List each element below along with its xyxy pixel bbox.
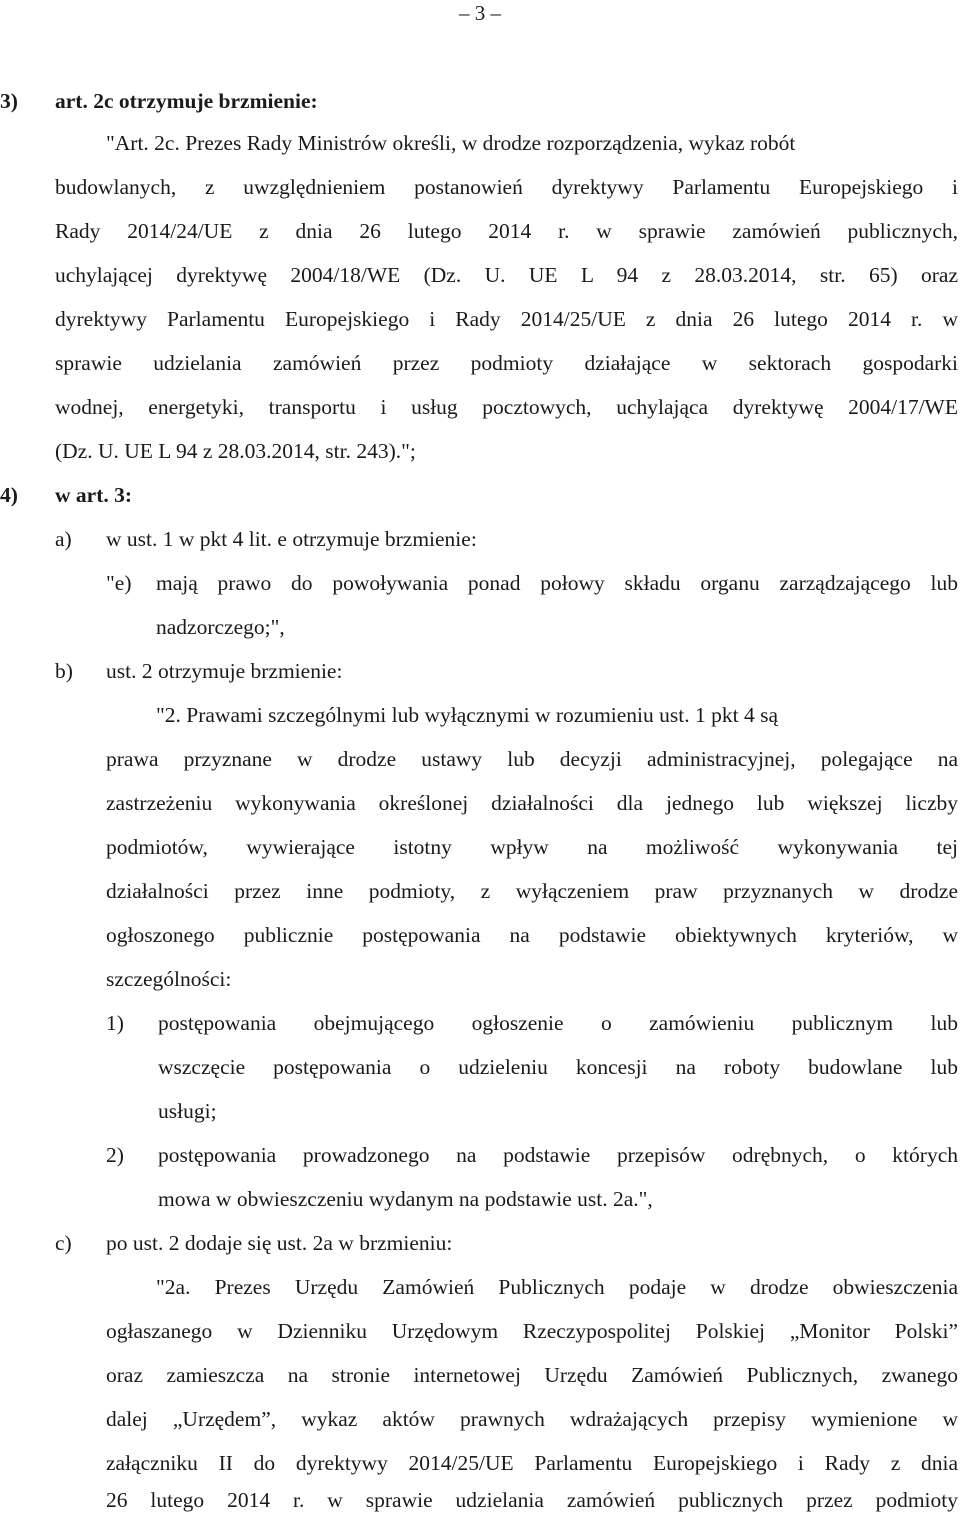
item-4b-line: podmiotów, wywierające istotny wpływ na możliwość wykonywania tej: [106, 835, 958, 859]
item-4a-line: nadzorczego;",: [156, 615, 285, 639]
item-4b-point-1-line: wszczęcie postępowania o udzieleniu koncesji na roboty budowlane lub: [158, 1055, 958, 1079]
item-4b-line: działalności przez inne podmioty, z wyłączeniem praw przyznanych w drodze: [106, 879, 958, 903]
item-4c-intro: po ust. 2 dodaje się ust. 2a w brzmieniu:: [106, 1231, 453, 1255]
item-4c-line: 26 lutego 2014 r. w sprawie udzielania zamówień publicznych przez podmioty: [106, 1488, 958, 1512]
item-4b-line: zastrzeżeniu wykonywania określonej działalności dla jednego lub większej liczby: [106, 791, 958, 815]
item-4-label: 4): [0, 483, 18, 507]
item-4c-line: ogłaszanego w Dzienniku Urzędowym Rzeczypospolitej Polskiej „Monitor Polski”: [106, 1319, 958, 1343]
item-4b-label: b): [55, 659, 73, 683]
item-4c-line: oraz zamieszcza na stronie internetowej Urzędu Zamówień Publicznych, zwanego: [106, 1363, 958, 1387]
item-4b-line: ogłoszonego publicznie postępowania na podstawie obiektywnych kryteriów, w: [106, 923, 958, 947]
item-3-line: uchylającej dyrektywę 2004/18/WE (Dz. U. UE L 94 z 28.03.2014, str. 65) oraz: [55, 263, 958, 287]
item-3-line: dyrektywy Parlamentu Europejskiego i Rady 2014/25/UE z dnia 26 lutego 2014 r. w: [55, 307, 958, 331]
item-4a-line: mają prawo do powoływania ponad połowy składu organu zarządzającego lub: [156, 571, 958, 595]
item-4b-point-2-line: postępowania prowadzonego na podstawie przepisów odrębnych, o których: [158, 1143, 958, 1167]
item-4c-line: "2a. Prezes Urzędu Zamówień Publicznych podaje w drodze obwieszczenia: [156, 1275, 958, 1299]
item-4a-label: a): [55, 527, 72, 551]
item-3-line: "Art. 2c. Prezes Rady Ministrów określi, w drodze rozporządzenia, wykaz robót: [106, 131, 796, 155]
item-3-line: Rady 2014/24/UE z dnia 26 lutego 2014 r. w sprawie zamówień publicznych,: [55, 219, 958, 243]
item-4a-intro: w ust. 1 w pkt 4 lit. e otrzymuje brzmienie:: [106, 527, 477, 551]
item-3-heading: art. 2c otrzymuje brzmienie:: [55, 89, 318, 113]
item-4-heading: w art. 3:: [55, 483, 133, 507]
item-3-line: budowlanych, z uwzględnieniem postanowień dyrektywy Parlamentu Europejskiego i: [55, 175, 958, 199]
item-4b-point-1-line: usługi;: [158, 1099, 217, 1123]
item-3-line: sprawie udzielania zamówień przez podmioty działające w sektorach gospodarki: [55, 351, 958, 375]
item-4c-label: c): [55, 1231, 72, 1255]
item-3-line: wodnej, energetyki, transportu i usług pocztowych, uchylająca dyrektywę 2004/17/WE: [55, 395, 958, 419]
item-4b-line: prawa przyznane w drodze ustawy lub decyzji administracyjnej, polegające na: [106, 747, 958, 771]
item-4b-point-1-label: 1): [106, 1011, 124, 1035]
item-4b-point-2-line: mowa w obwieszczeniu wydanym na podstawie ust. 2a.",: [158, 1187, 653, 1211]
item-3-label: 3): [0, 89, 18, 113]
item-4a-sub-label: "e): [106, 571, 132, 595]
item-4b-intro: ust. 2 otrzymuje brzmienie:: [106, 659, 343, 683]
item-4c-line: załączniku II do dyrektywy 2014/25/UE Parlamentu Europejskiego i Rady z dnia: [106, 1451, 958, 1475]
item-4c-line: dalej „Urzędem”, wykaz aktów prawnych wdrażających przepisy wymienione w: [106, 1407, 958, 1431]
item-4b-line: "2. Prawami szczególnymi lub wyłącznymi w rozumieniu ust. 1 pkt 4 są: [156, 703, 778, 727]
item-3-line: (Dz. U. UE L 94 z 28.03.2014, str. 243).";: [55, 439, 416, 463]
item-4b-line: szczególności:: [106, 967, 232, 991]
item-4b-point-1-line: postępowania obejmującego ogłoszenie o zamówieniu publicznym lub: [158, 1011, 958, 1035]
item-4b-point-2-label: 2): [106, 1143, 124, 1167]
page-number: – 3 –: [459, 1, 501, 25]
